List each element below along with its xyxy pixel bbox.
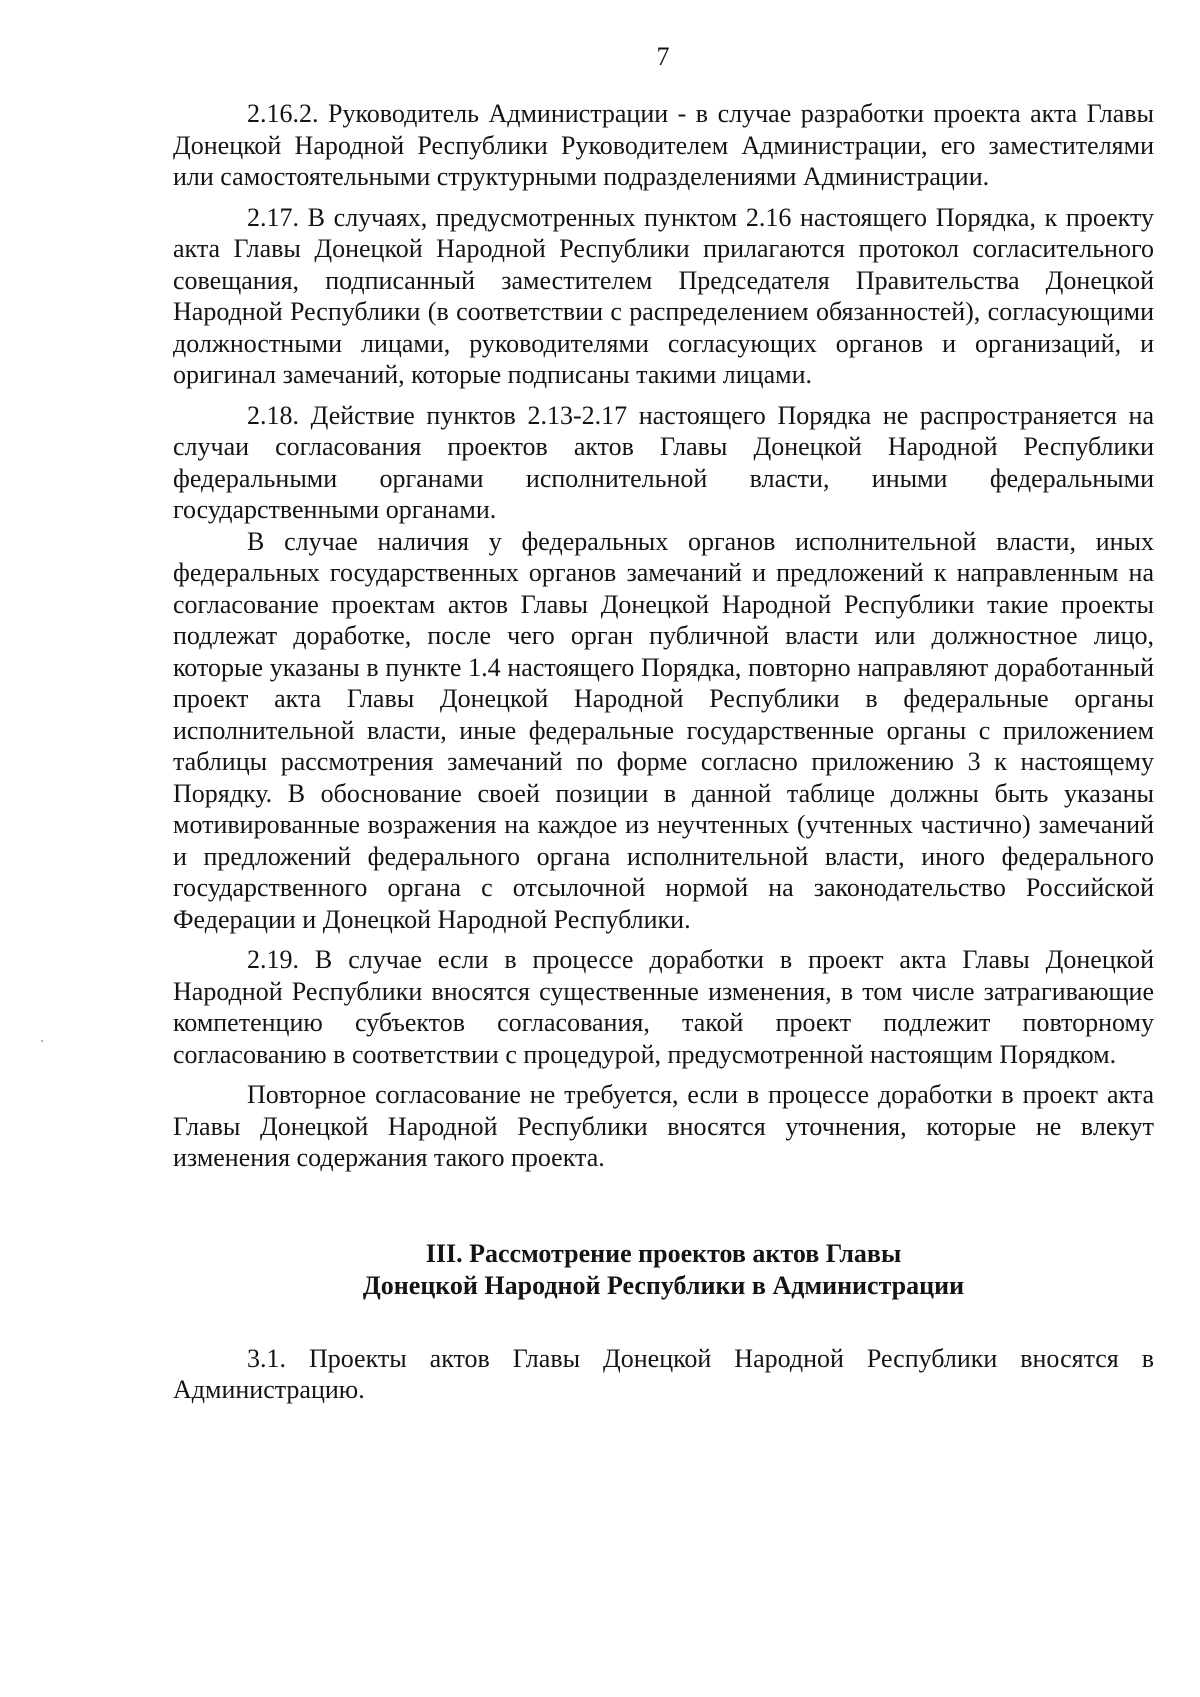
paragraph-2-19: 2.19. В случае если в процессе доработки в проект акта Главы Донецкой Народной Республики вносятся существенные изменения, в том числе затрагивающие компетенцию субъектов согласования, такой проект подлежит повторному согласованию в соответствии с процедурой, предусмотренной настоящим Порядком. [173,945,1154,1069]
document-body [173,98,1154,1406]
paragraph-2-18-continued: В случае наличия у федеральных органов исполнительной власти, иных федеральных государственных органов замечаний и предложений к направленным на согласование проектам актов Главы Донецкой Народной Республики такие проекты подлежат доработке, после чего орган публичной власти или должностное лицо, которые указаны в пункте 1.4 настоящего Порядка, повторно направляют доработанный проект акта Главы Донецкой Народной Республики в федеральные органы исполнительной власти, иные федеральные государственные органы с приложением таблицы рассмотрения замечаний по форме согласно приложению 3 к настоящему Порядку. В обоснование своей позиции в данной таблице должны быть указаны мотивированные возражения на каждое из неучтенных (учтенных частично) замечаний и предложений федерального органа исполнительной власти, иного федерального государственного органа с отсылочной нормой на законодательство Российской Федерации и Донецкой Народной Республики. [173,526,1154,934]
section-heading [173,1238,1154,1302]
paragraph-2-18: 2.18. Действие пунктов 2.13-2.17 настоящего Порядка не распространяется на случаи согласования проектов актов Главы Донецкой Народной Республики федеральными органами исполнительной власти, иными федеральными государственными органами. [173,400,1154,524]
paragraph-2-19-continued: Повторное согласование не требуется, если в процессе доработки в проект акта Главы Донецкой Народной Республики вносятся уточнения, которые не влекут изменения содержания такого проекта. [173,1080,1154,1172]
scan-speck [41,1040,43,1042]
paragraph-2-16-2: 2.16.2. Руководитель Администрации - в случае разработки проекта акта Главы Донецкой Народной Республики Руководителем Администрации, его заместителями или самостоятельными структурными подразделениями Администрации. [173,99,1154,191]
page-number: 7 [656,42,670,71]
paragraph-3-1: 3.1. Проекты актов Главы Донецкой Народной Республики вносятся в Администрацию. [173,1343,1154,1404]
section-heading-line-1: III. Рассмотрение проектов актов Главы [425,1238,902,1268]
section-heading-line-2: Донецкой Народной Республики в Администрации [362,1270,965,1300]
paragraph-2-17: 2.17. В случаях, предусмотренных пунктом 2.16 настоящего Порядка, к проекту акта Главы Донецкой Народной Республики прилагаются протокол согласительного совещания, подписанный заместителем Председателя Правительства Донецкой Народной Республики (в соответствии с распределением обязанностей), согласующими должностными лицами, руководителями согласующих органов и организаций, и оригинал замечаний, которые подписаны такими лицами. [173,202,1154,389]
